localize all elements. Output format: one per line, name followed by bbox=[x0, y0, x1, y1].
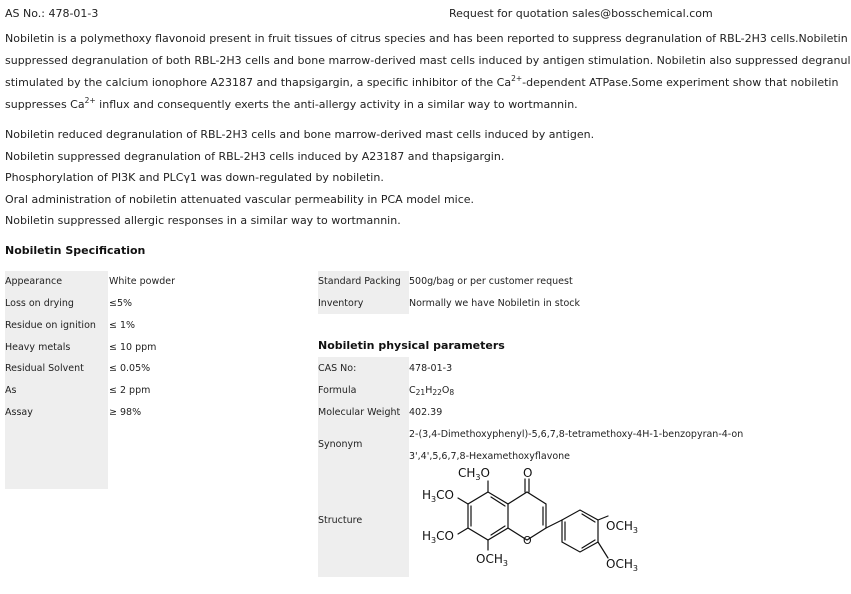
synonym-value-1: 2-(3,4-Dimethoxyphenyl)-5,6,7,8-tetramethoxy-4H-1-benzopyran-4-on bbox=[409, 429, 744, 440]
spec-label: Assay bbox=[5, 407, 33, 418]
intro-line-3 bbox=[5, 72, 839, 94]
intro-line-4a: suppresses Ca bbox=[5, 98, 85, 111]
quotation-link[interactable]: Request for quotation sales@bosschemical.com bbox=[449, 7, 713, 20]
spec-label: Loss on drying bbox=[5, 298, 74, 309]
intro-line-3a: stimulated by the calcium ionophore A23187 and thapsigargin, a specific inhibitor of the Ca bbox=[5, 76, 512, 89]
spec-label: Heavy metals bbox=[5, 342, 71, 353]
spec-value: ≤ 0.05% bbox=[109, 363, 151, 374]
ring-a bbox=[468, 492, 508, 540]
spec-value: ≤ 10 ppm bbox=[109, 342, 157, 353]
inventory-value: Normally we have Nobiletin in stock bbox=[409, 298, 580, 309]
ca-charge: 2+ bbox=[511, 74, 523, 83]
spec-value: ≤5% bbox=[109, 298, 133, 309]
methoxy-label: $H_3CO$ bbox=[422, 488, 454, 504]
inventory-label: Inventory bbox=[318, 298, 364, 309]
cas-value: 478-01-3 bbox=[409, 363, 453, 374]
spec-label: Appearance bbox=[5, 276, 63, 287]
ring-b bbox=[562, 510, 598, 552]
finding-item: Oral administration of nobiletin attenuated vascular permeability in PCA model mice. bbox=[5, 192, 475, 206]
packing-value: 500g/bag or per customer request bbox=[409, 276, 573, 287]
spec-label: Residue on ignition bbox=[5, 320, 96, 331]
formula-label: Formula bbox=[318, 385, 357, 396]
finding-item: Nobiletin reduced degranulation of RBL-2H3 cells and bone marrow-derived mast cells induced by antigen. bbox=[5, 128, 595, 141]
nobiletin-structure bbox=[410, 462, 650, 574]
intro-line-1: Nobiletin is a polymethoxy flavonoid present in fruit tissues of citrus species and has been reported to suppress degranulation of RBL-2H3 cells.Nobiletin bbox=[5, 32, 848, 45]
methoxy-label: $H_3CO$ bbox=[422, 529, 454, 545]
methoxy-label: $OCH_3$ bbox=[476, 552, 508, 568]
formula-value: $C_{21}H_{22}O_8$ bbox=[409, 385, 455, 397]
spec-value: ≥ 98% bbox=[109, 407, 142, 418]
finding-item: Nobiletin suppressed degranulation of RBL-2H3 cells induced by A23187 and thapsigargin. bbox=[5, 149, 505, 163]
spec-label: As bbox=[5, 385, 17, 396]
ketone-oxygen: O bbox=[523, 466, 533, 480]
intro-line-4 bbox=[5, 94, 795, 116]
ca-charge-2: 2+ bbox=[84, 96, 96, 105]
packing-label: Standard Packing bbox=[318, 276, 401, 287]
ring-c bbox=[508, 492, 546, 540]
cas-header: AS No.: 478-01-3 bbox=[5, 7, 99, 20]
intro-line-3b: -dependent ATPase.Some experiment show that nobiletin bbox=[522, 76, 839, 89]
methoxy-label: $CH_3O$ bbox=[458, 466, 490, 482]
structure-label: Structure bbox=[318, 515, 363, 526]
intro-line-4b: influx and consequently exerts the anti-allergy activity in a similar way to wortmannin. bbox=[95, 98, 578, 111]
finding-item: Nobiletin suppressed allergic responses in a similar way to wortmannin. bbox=[5, 214, 401, 228]
findings-list bbox=[5, 124, 594, 232]
spec-title: Nobiletin Specification bbox=[5, 244, 146, 257]
spec-value: White powder bbox=[109, 276, 176, 287]
spec-label: Residual Solvent bbox=[5, 363, 84, 374]
physical-title: Nobiletin physical parameters bbox=[318, 339, 505, 352]
methoxy-label: $OCH_3$ bbox=[606, 557, 638, 573]
spec-value: ≤ 1% bbox=[109, 320, 136, 331]
ring-oxygen: O bbox=[523, 534, 532, 547]
mw-label: Molecular Weight bbox=[318, 407, 401, 418]
finding-item: Phosphorylation of PI3K and PLCγ1 was down-regulated by nobiletin. bbox=[5, 171, 384, 185]
spec-value: ≤ 2 ppm bbox=[109, 385, 151, 396]
synonym-label: Synonym bbox=[318, 439, 363, 450]
intro-paragraph bbox=[5, 28, 851, 116]
intro-line-2: suppressed degranulation of both RBL-2H3 cells and bone marrow-derived mast cells induced by antigen stimulation. Nobiletin also suppressed degranul bbox=[5, 54, 851, 67]
methoxy-label: $OCH_3$ bbox=[606, 519, 638, 535]
cas-label: CAS No: bbox=[318, 363, 357, 374]
synonym-value-2: 3',4',5,6,7,8-Hexamethoxyflavone bbox=[409, 451, 570, 462]
mw-value: 402.39 bbox=[409, 407, 443, 418]
